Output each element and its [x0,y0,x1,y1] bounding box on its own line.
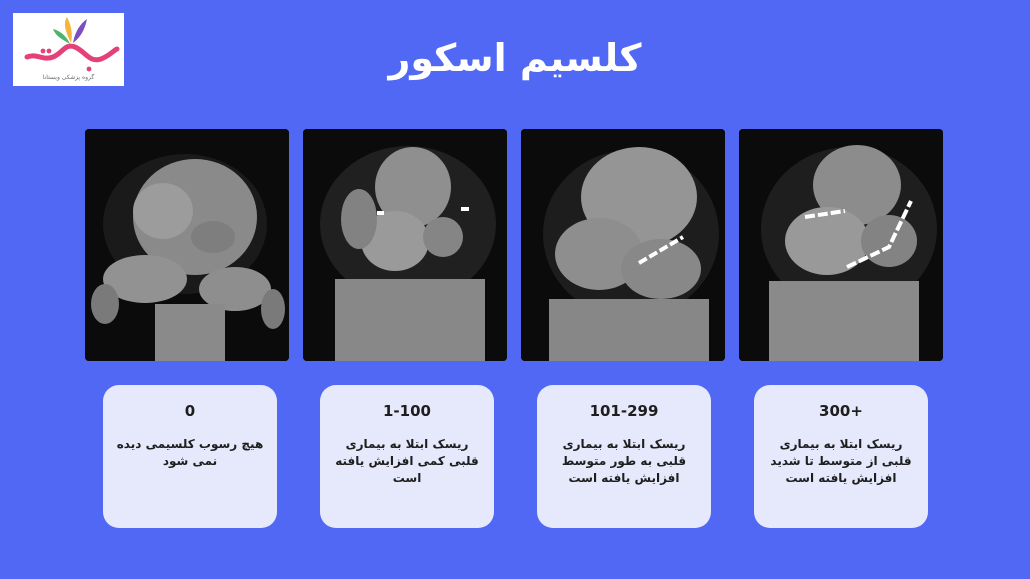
risk-description: ریسک ابتلا به بیماری قلبی از متوسط تا شدید افزایش یافته است [770,437,912,485]
logo-subtitle: گروه پزشکی ویستانا [42,74,95,81]
score-value: 300+ [819,402,863,420]
ct-scan-image-score-0 [85,129,289,361]
ct-scan-image-score-300-plus [739,129,943,361]
calcium-score-card-300-plus [754,385,928,528]
ct-scan-heart-icon [303,129,507,361]
ct-scan-heart-icon [739,129,943,361]
ct-scan-image-score-101-299 [521,129,725,361]
score-value: 1-100 [383,402,431,420]
ct-scan-image-score-1-100 [303,129,507,361]
score-value: 101-299 [589,402,659,420]
page-title: کلسیم اسکور [388,36,642,80]
brand-logo [13,13,124,86]
ct-scan-heart-icon [521,129,725,361]
risk-description: هیچ رسوب کلسیمی دیده نمی شود [116,437,264,468]
calcium-score-card-1-100 [320,385,494,528]
risk-description: ریسک ابتلا به بیماری قلبی کمی افزایش یافته است [335,437,479,485]
score-value: 0 [184,402,196,420]
ct-scan-heart-icon [85,129,289,361]
risk-description: ریسک ابتلا به بیماری قلبی به طور متوسط افزایش یافته است [561,437,687,485]
calcium-score-card-101-299 [537,385,711,528]
calcium-score-card-0 [103,385,277,528]
